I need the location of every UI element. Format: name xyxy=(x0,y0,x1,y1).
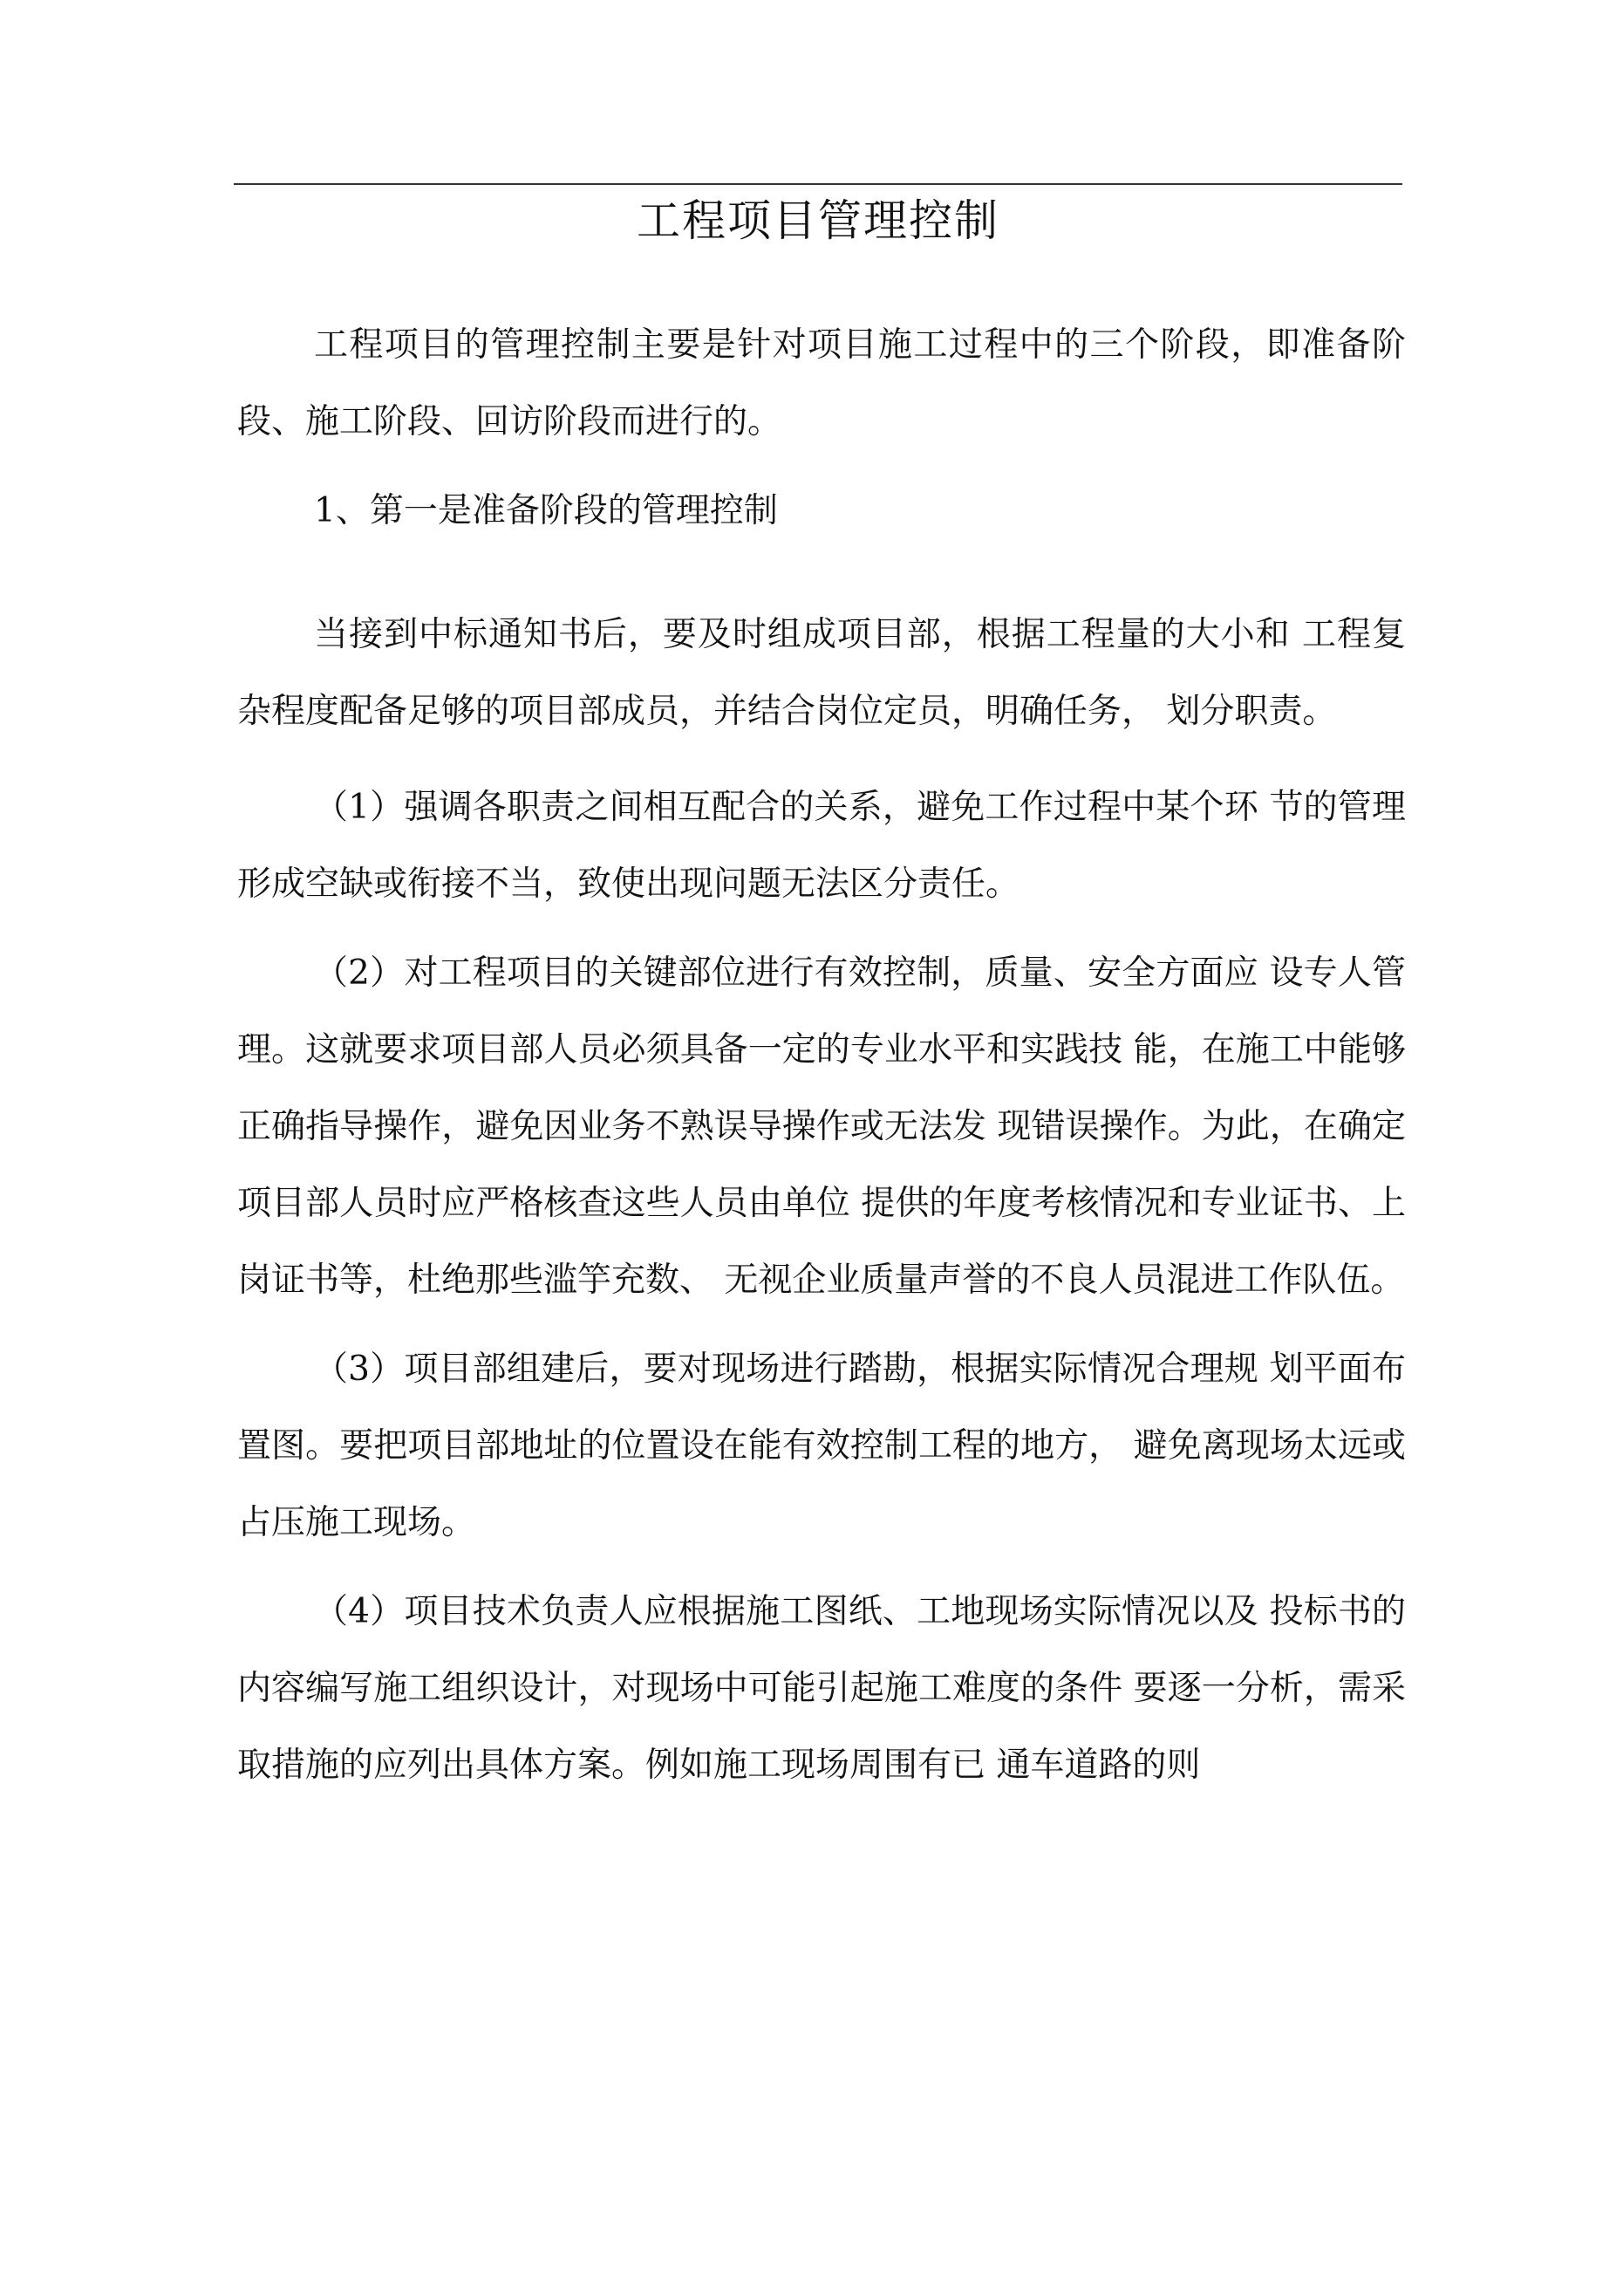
paragraph-item-1: （1）强调各职责之间相互配合的关系，避免工作过程中某个环 节的管理形成空缺或衔接不当，致使出现问题无法区分责任。 xyxy=(237,788,1406,904)
paragraph-project-team: 当接到中标通知书后，要及时组成项目部，根据工程量的大小和 工程复杂程度配备足够的项目部成员，并结合岗位定员，明确任务， 划分职责。 xyxy=(237,615,1406,731)
paragraph-section-heading: 1、第一是准备阶段的管理控制 xyxy=(314,491,778,530)
paragraph-item-3: （3）项目部组建后，要对现场进行踏勘，根据实际情况合理规 划平面布置图。要把项目部地址的位置设在能有效控制工程的地方， 避免离现场太远或占压施工现场。 xyxy=(237,1350,1406,1542)
document-body xyxy=(237,307,1406,1804)
paragraph-item-4: （4）项目技术负责人应根据施工图纸、工地现场实际情况以及 投标书的内容编写施工组织设计，对现场中可能引起施工难度的条件 要逐一分析，需采取措施的应列出具体方案。例如施工现场周围有已 通车道路的则 xyxy=(237,1592,1406,1785)
paragraph-item-2: （2）对工程项目的关键部位进行有效控制，质量、安全方面应 设专人管理。这就要求项目部人员必须具备一定的专业水平和实践技 能，在施工中能够正确指导操作，避免因业务不熟误导操作或无法发 现错误操作。为此，在确定项目部人员时应严格核查这些人员由单位 提供的年度考核情况和专业证书、上岗证书等，杜绝那些滥竽充数、 无视企业质量声誉的不良人员混进工作队伍。 xyxy=(237,953,1406,1300)
paragraph-intro: 工程项目的管理控制主要是针对项目施工过程中的三个阶段，即准备阶段、施工阶段、回访阶段而进行的。 xyxy=(237,325,1406,441)
document-title: 工程项目管理控制 xyxy=(637,195,999,246)
